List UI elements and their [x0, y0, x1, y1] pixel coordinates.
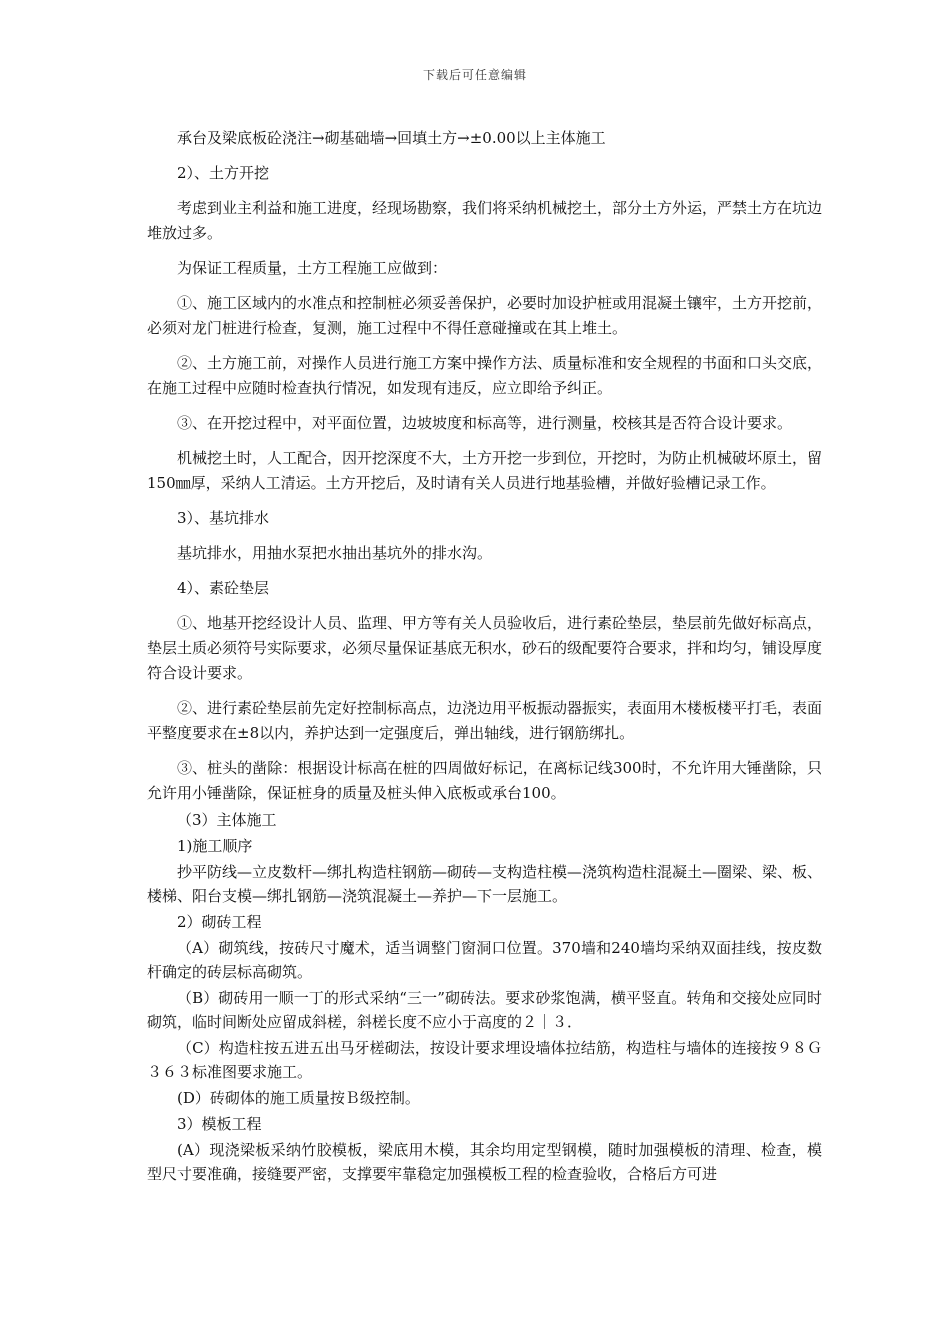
list-item: ③、桩头的凿除：根据设计标高在桩的四周做好标记，在离标记线300时，不允许用大锤凿除，只允许用小锤凿除，保证桩身的质量及桩头伸入底板或承台100。: [147, 759, 822, 802]
list-item: ②、进行素砼垫层前先定好控制标高点，边浇边用平板振动器振实，表面用木楼板楼平打毛，表面平整度要求在±8以内，养护达到一定强度后，弹出轴线，进行钢筋绑扎。: [147, 699, 823, 742]
section-heading: 1)施工顺序: [177, 837, 253, 855]
paragraph: 机械挖土时，人工配合，因开挖深度不大，土方开挖一步到位，开挖时，为防止机械破坏原土，留150㎜厚，采纳人工清运。土方开挖后，及时请有关人员进行地基验槽，并做好验槽记录工作。: [147, 449, 823, 492]
paragraph: 抄平防线—立皮数杆—绑扎构造柱钢筋—砌砖—支构造柱模—浇筑构造柱混凝土—圈梁、梁、板、楼梯、阳台支模—绑扎钢筋—浇筑混凝土—养护—下一层施工。: [147, 863, 823, 905]
document-body: [147, 126, 822, 1188]
page-header: 下载后可任意编辑: [422, 68, 527, 82]
list-item: ②、土方施工前，对操作人员进行施工方案中操作方法、质量标准和安全规程的书面和口头交底，在施工过程中应随时检查执行情况，如发现有违反，应立即给予纠正。: [147, 354, 823, 397]
paragraph: 为保证工程质量，土方工程施工应做到：: [177, 259, 448, 277]
list-item: （C）构造柱按五进五出马牙槎砌法，按设计要求埋设墙体拉结筋，构造柱与墙体的连接按９８Ｇ３６３标准图要求施工。: [147, 1039, 822, 1081]
section-heading: 2）、土方开挖: [177, 164, 270, 182]
section-heading: 3）模板工程: [177, 1115, 262, 1133]
section-heading: 4）、素砼垫层: [177, 579, 270, 597]
paragraph: 基坑排水，用抽水泵把水抽出基坑外的排水沟。: [177, 544, 493, 562]
list-item: ③、在开挖过程中，对平面位置，边坡坡度和标高等，进行测量，校核其是否符合设计要求。: [177, 414, 793, 432]
section-heading: 2）砌砖工程: [177, 913, 262, 931]
list-item: ①、施工区域内的水准点和控制桩必须妥善保护，必要时加设护桩或用混凝土镶牢，土方开挖前，必须对龙门桩进行检查，复测，施工过程中不得任意碰撞或在其上堆土。: [147, 294, 823, 337]
paragraph: 考虑到业主利益和施工进度，经现场勘察，我们将采纳机械挖土，部分土方外运，严禁土方在坑边堆放过多。: [147, 199, 823, 242]
list-item: （A）砌筑线，按砖尺寸魔术，适当调整门窗洞口位置。370墙和240墙均采纳双面挂线，按皮数杆确定的砖层标高砌筑。: [147, 939, 822, 981]
list-item: (D）砖砌体的施工质量按Ｂ级控制。: [177, 1089, 420, 1107]
list-item: (A）现浇梁板采纳竹胶模板，梁底用木模，其余均用定型钢模，随时加强模板的清理、检查，模型尺寸要准确，接缝要严密，支撑要牢靠稳定加强模板工程的检查验收，合格后方可进: [147, 1141, 822, 1183]
list-item: ①、地基开挖经设计人员、监理、甲方等有关人员验收后，进行素砼垫层，垫层前先做好标高点，垫层土质必须符号实际要求，必须尽量保证基底无积水，砂石的级配要符合要求，拌和均匀，铺设厚度符合设计要求。: [147, 614, 823, 682]
section-heading: 3）、基坑排水: [177, 509, 270, 527]
section-heading: （3）主体施工: [177, 811, 277, 829]
paragraph: 承台及梁底板砼浇注→砌基础墙→回填土方→±0.00以上主体施工: [177, 129, 606, 147]
list-item: （B）砌砖用一顺一丁的形式采纳“三一”砌砖法。要求砂浆饱满，横平竖直。转角和交接处应同时砌筑，临时间断处应留成斜槎，斜槎长度不应小于高度的２｜３．: [147, 989, 822, 1031]
